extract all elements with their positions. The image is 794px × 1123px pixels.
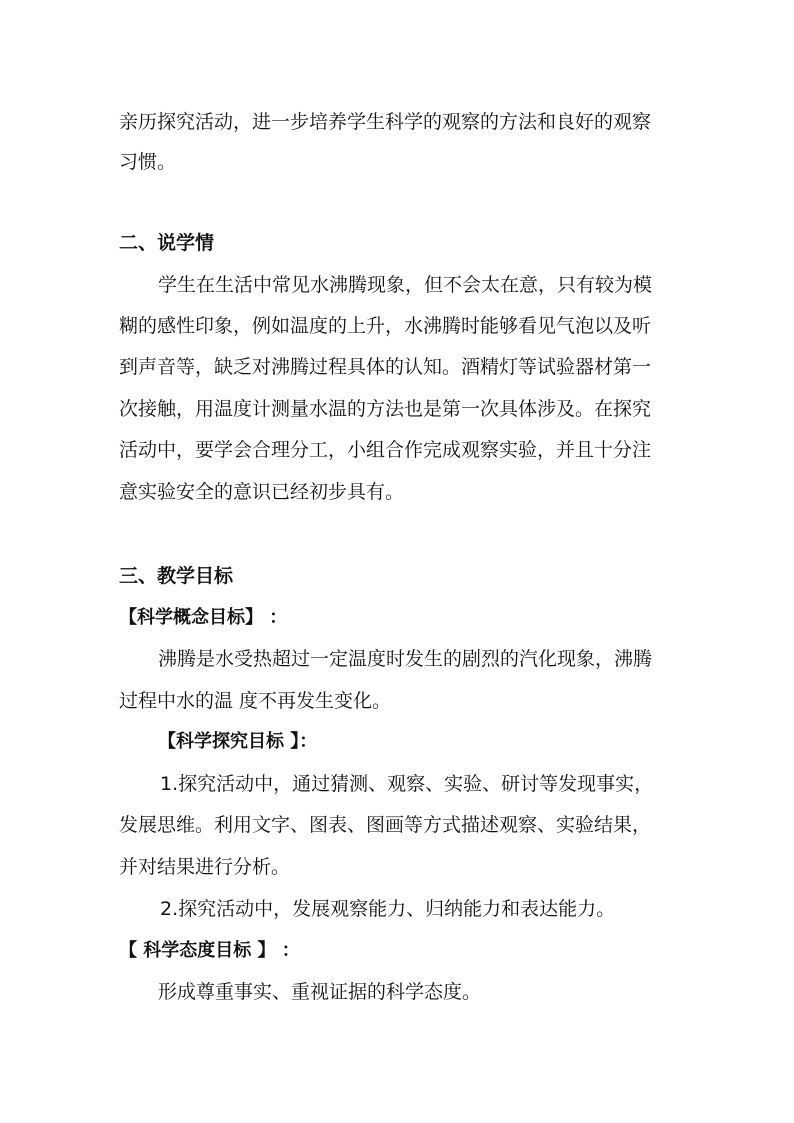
paragraph-line: 糊的感性印象，例如温度的上升，水沸腾时能够看见气泡以及听 — [119, 315, 652, 337]
paragraph-line: 到声音等，缺乏对沸腾过程具体的认知。酒精灯等试验器材第一 — [119, 356, 652, 378]
paragraph-line: 并对结果进行分析。 — [119, 856, 291, 878]
paragraph-line: 发展思维。利用文字、图表、图画等方式描述观察、实验结果， — [119, 814, 652, 836]
intro-line-1: 亲历探究活动，进一步培养学生科学的观察的方法和良好的观察 — [119, 111, 652, 133]
paragraph-line: 意实验安全的意识已经初步具有。 — [119, 481, 405, 503]
subheading-attitude-goal: 【 科学态度目标 】 ： — [119, 940, 300, 961]
subheading-concept-goal: 【科学概念目标】 ： — [119, 607, 288, 628]
paragraph-line: 形成尊重事实、重视证据的科学态度。 — [158, 981, 482, 1003]
paragraph-line: 次接触，用温度计测量水温的方法也是第一次具体涉及。在探究 — [119, 398, 652, 420]
section-heading-teaching-goals: 三、教学目标 — [119, 565, 234, 587]
paragraph-line: 1.探究活动中，通过猜测、观察、实验、研讨等发现事实， — [160, 773, 654, 795]
section-heading-learning-situation: 二、说学情 — [119, 232, 215, 254]
paragraph-line: 学生在生活中常见水沸腾现象，但不会太在意，只有较为模 — [158, 274, 653, 296]
intro-line-2: 习惯。 — [119, 151, 177, 173]
paragraph-line: 沸腾是水受热超过一定温度时发生的剧烈的汽化现象，沸腾 — [158, 648, 653, 670]
paragraph-line: 活动中，要学会合理分工，小组合作完成观察实验，并且十分注 — [119, 439, 652, 461]
paragraph-line: 过程中水的温 度不再发生变化。 — [119, 690, 392, 712]
paragraph-line: 2.探究活动中，发展观察能力、归纳能力和表达能力。 — [160, 898, 616, 920]
subheading-inquiry-goal: 【科学探究目标 】： — [158, 731, 318, 752]
